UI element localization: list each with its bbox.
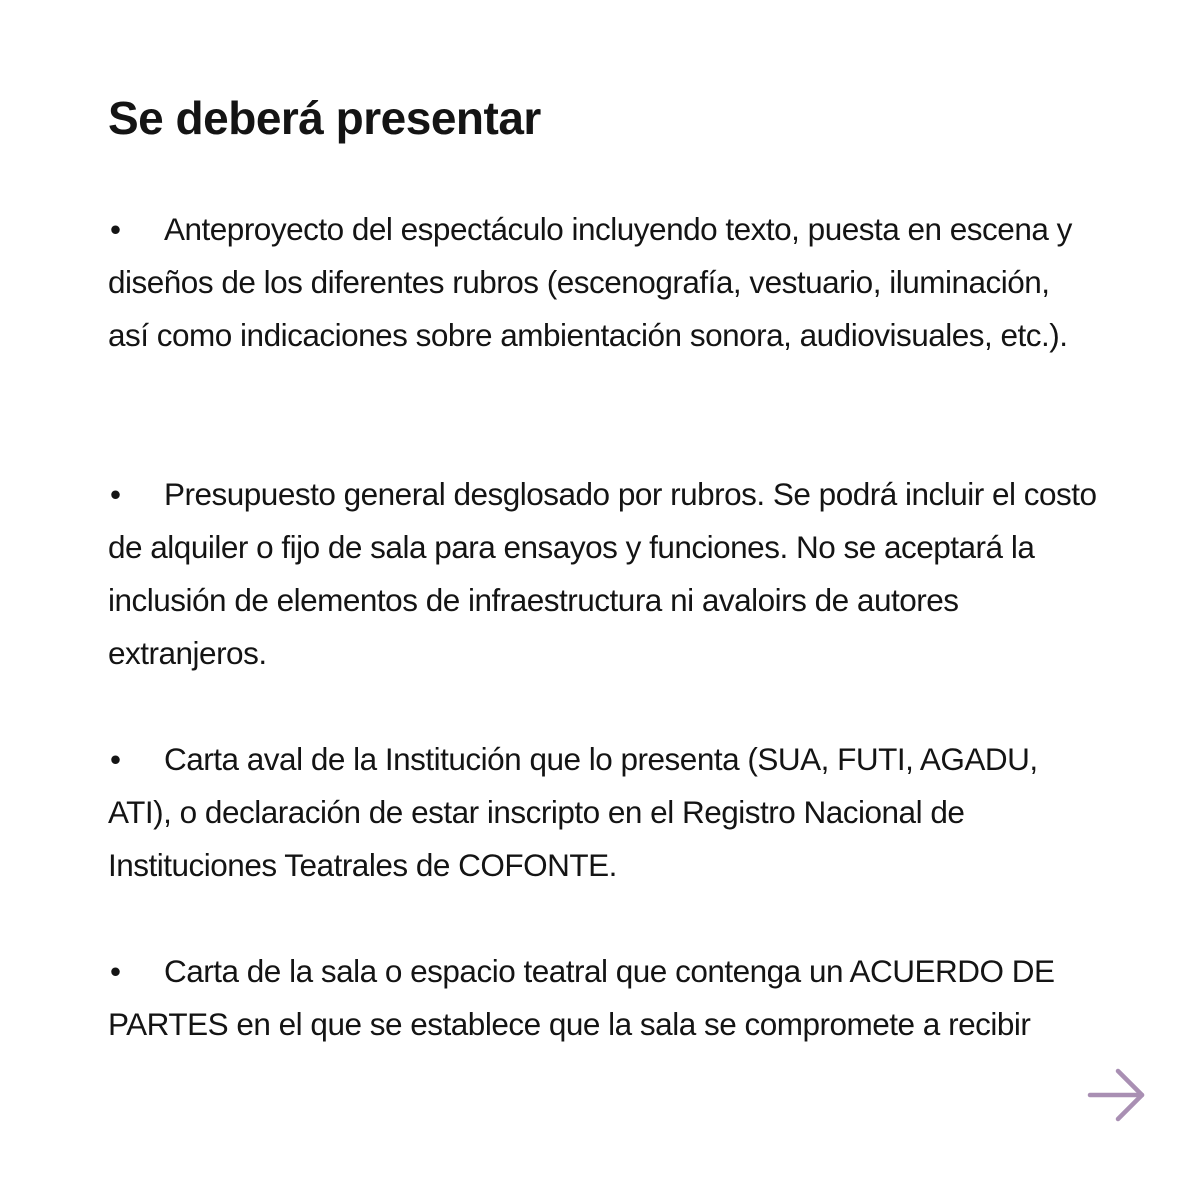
list-item [108,203,1098,362]
bullet-icon: • [110,476,121,512]
list-item-text: Carta aval de la Institución que lo presenta (SUA, FUTI, AGADU, ATI), o declaración de estar inscripto en el Registro Nacional de Instituciones Teatrales de COFONTE. [108,741,1038,883]
bullet-icon: • [110,953,121,989]
list-item-text: Carta de la sala o espacio teatral que contenga un ACUERDO DE PARTES en el que se establece que la sala se compromete a recibir [108,953,1055,1042]
list-item [108,468,1098,680]
arrow-right-icon [1084,1062,1150,1128]
list-item [108,945,1098,1051]
list-item-text: Anteproyecto del espectáculo incluyendo texto, puesta en escena y diseños de los diferentes rubros (escenografía, vestuario, iluminación, así como indicaciones sobre ambientación sonora, audiovisuales, etc.). [108,211,1072,353]
bullet-icon: • [110,211,121,247]
page-title: Se deberá presentar [108,92,541,144]
bullet-icon: • [110,741,121,777]
list-item-text: Presupuesto general desglosado por rubros. Se podrá incluir el costo de alquiler o fijo de sala para ensayos y funciones. No se aceptará la inclusión de elementos de infraestructura ni avaloirs de autores extranjeros. [108,476,1097,671]
list-item [108,733,1098,892]
next-page-button[interactable] [1084,1062,1150,1128]
